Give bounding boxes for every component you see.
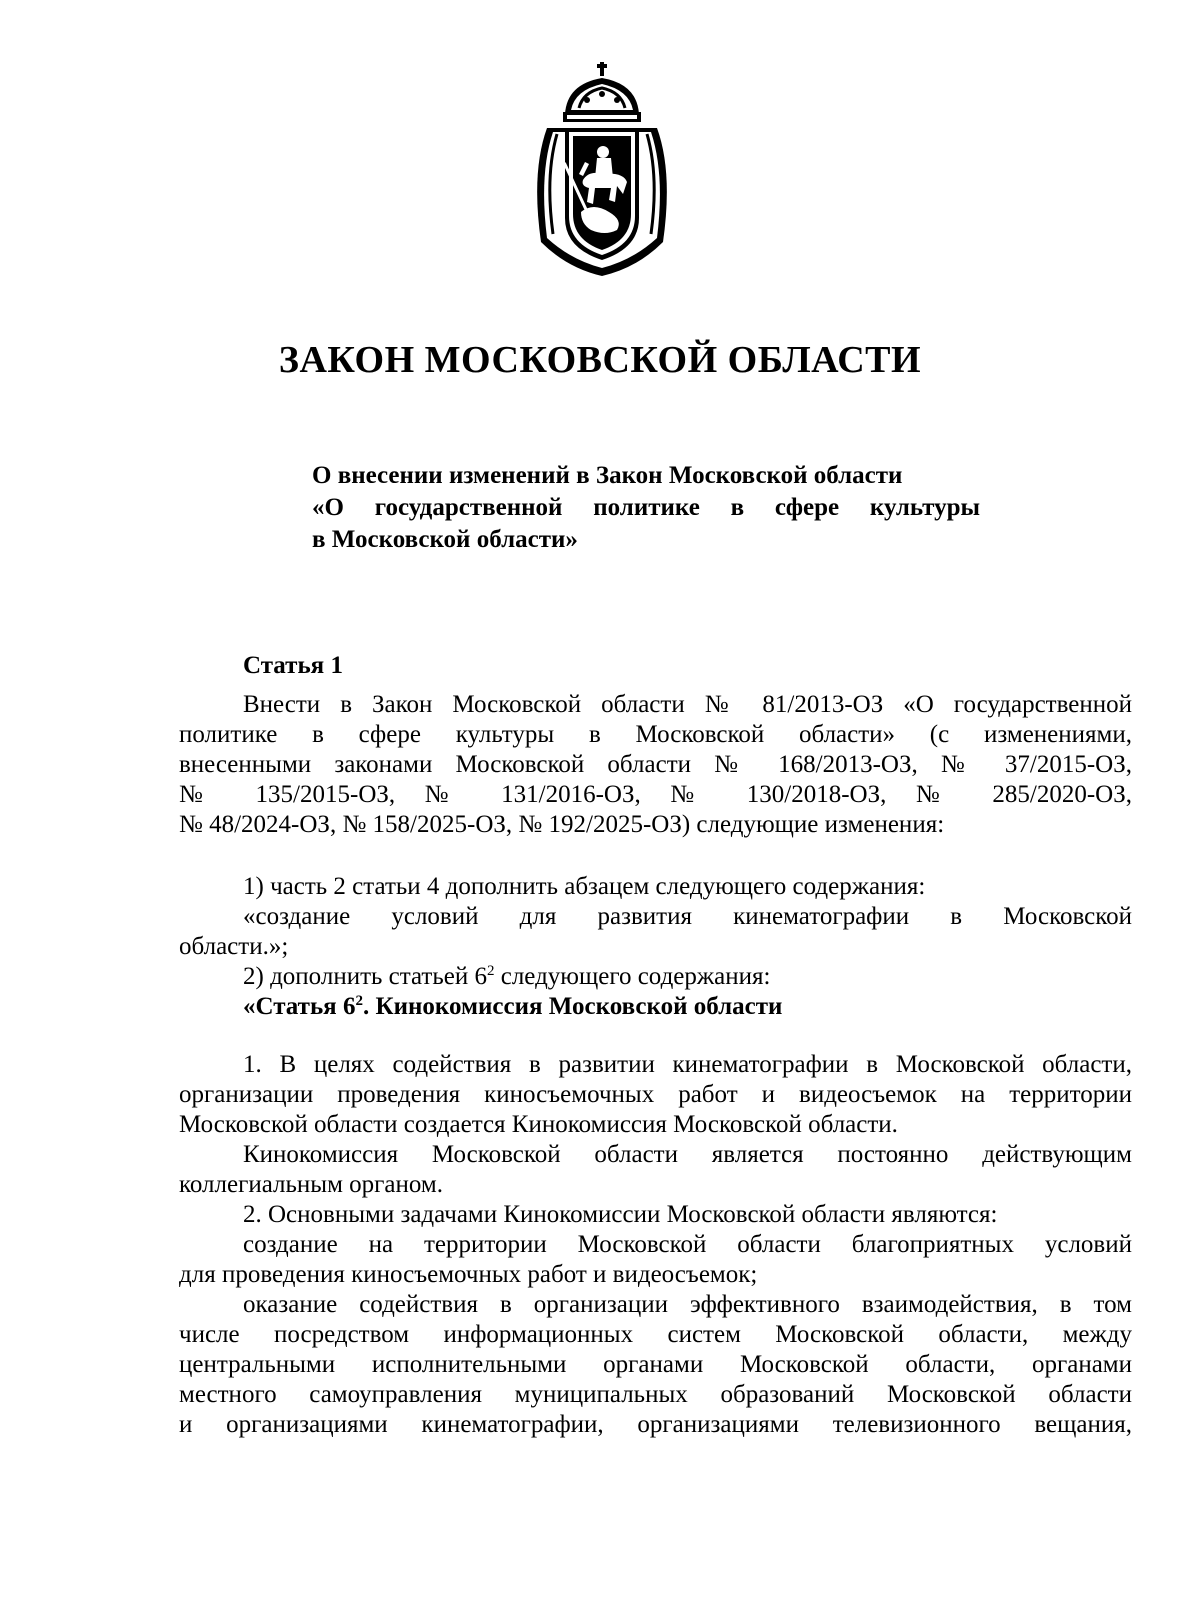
subtitle-line: О внесении изменений в Закон Московской области	[312, 462, 903, 489]
new-article-heading: «Статья $6^2$. Кинокомиссия Московской области	[243, 993, 783, 1020]
text-line: числе посредством информационных систем Московской области, между	[179, 1321, 1132, 1348]
subtitle-line: «О государственной политике в сфере культуры	[312, 494, 980, 521]
text-line: создание на территории Московской области благоприятных условий	[243, 1231, 1132, 1258]
text-line: 1. В целях содействия в развитии кинематографии в Московской области,	[243, 1051, 1132, 1078]
paragraph-1	[179, 1050, 1132, 1440]
text-line: центральными исполнительными органами Московской области, органами	[179, 1351, 1132, 1378]
paragraph-2-line: 2. Основными задачами Кинокомиссии Московской области являются:	[243, 1201, 998, 1228]
text-line: местного самоуправления муниципальных образований Московской области	[179, 1381, 1132, 1408]
text-line: организации проведения киносъемочных работ и видеосъемок на территории	[179, 1081, 1132, 1108]
item-2-line: 2) дополнить статьей $6^2$ следующего содержания:	[243, 963, 771, 990]
text-line: внесенными законами Московской области № 168/2013-ОЗ, № 37/2015-ОЗ,	[179, 751, 1132, 778]
text-line: коллегиальным органом.	[179, 1171, 443, 1198]
text-line: № 48/2024-ОЗ, № 158/2025-ОЗ, № 192/2025-ОЗ) следующие изменения:	[179, 811, 945, 838]
law-subtitle	[312, 460, 980, 556]
article-intro	[179, 690, 1132, 840]
item-1-line: 1) часть 2 статьи 4 дополнить абзацем следующего содержания:	[243, 873, 926, 900]
subtitle-line: в Московской области»	[312, 526, 578, 553]
coat-of-arms-emblem	[527, 62, 677, 284]
item-1-quote: «создание условий для развития кинематографии в Московской	[243, 903, 1132, 930]
text-line: политике в сфере культуры в Московской области» (с изменениями,	[179, 721, 1132, 748]
text-line: Кинокомиссия Московской области является постоянно действующим	[243, 1141, 1132, 1168]
amendment-items	[179, 872, 1132, 1022]
text-line: и организациями кинематографии, организациями телевизионного вещания,	[179, 1411, 1132, 1438]
article-heading: Статья 1	[243, 652, 343, 679]
text-line: оказание содействия в организации эффективного взаимодействия, в том	[243, 1291, 1132, 1318]
text-line: Московской области создается Кинокомиссия Московской области.	[179, 1111, 898, 1138]
item-1-quote-end: области.»;	[179, 933, 289, 960]
text-line: № 135/2015-ОЗ, № 131/2016-ОЗ, № 130/2018-ОЗ, № 285/2020-ОЗ,	[179, 781, 1132, 808]
crown-icon	[563, 62, 641, 122]
text-line: Внести в Закон Московской области № 81/2013-ОЗ «О государственной	[243, 691, 1132, 718]
text-line: для проведения киносъемочных работ и видеосъемок;	[179, 1261, 758, 1288]
law-title: ЗАКОН МОСКОВСКОЙ ОБЛАСТИ	[278, 339, 922, 381]
